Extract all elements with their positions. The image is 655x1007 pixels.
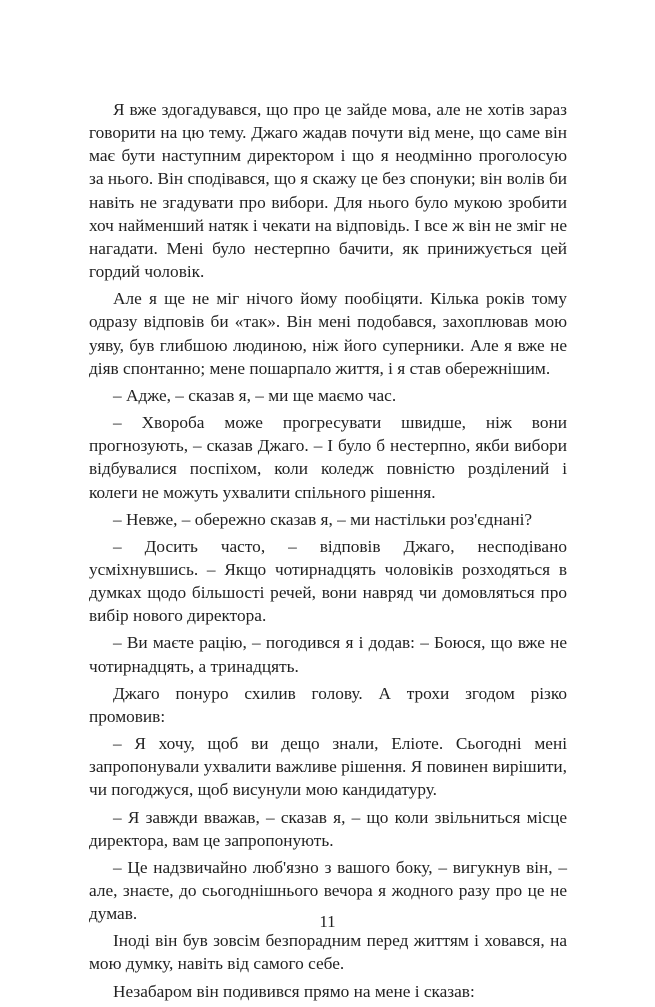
paragraph: Джаго понуро схилив голову. А трохи згодом різко промовив: bbox=[89, 683, 567, 726]
paragraph: – Я завжди вважав, – сказав я, – що коли звільниться місце директора, вам це запропонують. bbox=[89, 807, 567, 850]
paragraph: Я вже здогадувався, що про це зайде мова, але не хотів зараз говорити на цю тему. Джаго жадав почути від мене, що саме він має бути наступним директором і що я неодмінно проголосую за нього. Він сподівався, що я скажу це без спонуки; він волів би навіть не згадувати про вибори. Для нього було мукою зробити хоч найменший натяк і чекати на відповідь. І все ж він не зміг не нагадати. Мені було нестерпно бачити, як принижується цей гордий чоловік. bbox=[89, 100, 567, 282]
paragraph: – Досить часто, – відповів Джаго, несподівано усміхнувшись. – Якщо чотирнадцять чоловіків розходяться в думках щодо більшості речей, вони навряд чи домовляться про вибір нового директора. bbox=[89, 536, 567, 626]
paragraph: – Ви маєте рацію, – погодився я і додав: – Боюся, що вже не чотирнадцять, а тринадцять. bbox=[89, 633, 567, 676]
paragraph: Іноді він був зовсім безпорадним перед життям і ховався, на мою думку, навіть від самого себе. bbox=[89, 931, 567, 974]
paragraph: Але я ще не міг нічого йому пообіцяти. Кілька років тому одразу відповів би «так». Він мені подобався, захоплював мою уяву, був глибшою людиною, ніж його суперники. Але я вже не діяв спонтанно; мене пошарпало життя, і я став обережнішим. bbox=[89, 289, 567, 378]
paragraph: – Невже, – обережно сказав я, – ми настільки роз'єднані? bbox=[113, 509, 533, 529]
paragraph: – Це надзвичайно люб'язно з вашого боку, – вигукнув він, – але, знаєте, до сьогоднішнього вечора я жодного разу про це не думав. bbox=[89, 857, 567, 924]
page-number: 11 bbox=[319, 912, 336, 931]
paragraph: – Адже, – сказав я, – ми ще маємо час. bbox=[113, 385, 397, 405]
paragraph: Незабаром він подивився прямо на мене і сказав: bbox=[113, 981, 475, 1001]
paragraph: – Я хочу, щоб ви дещо знали, Еліоте. Сьогодні мені запропонували ухвалити важливе рішення. Я повинен вирішити, чи погоджуся, щоб висунули мою кандидатуру. bbox=[89, 734, 567, 800]
paragraph: – Хвороба може прогресувати швидше, ніж вони прогнозують, – сказав Джаго. – І було б нестерпно, якби вибори відбувалися поспіхом, коли коледж повністю розділений і колеги не можуть ухвалити спільного рішення. bbox=[89, 413, 567, 502]
page-body bbox=[89, 98, 567, 1007]
